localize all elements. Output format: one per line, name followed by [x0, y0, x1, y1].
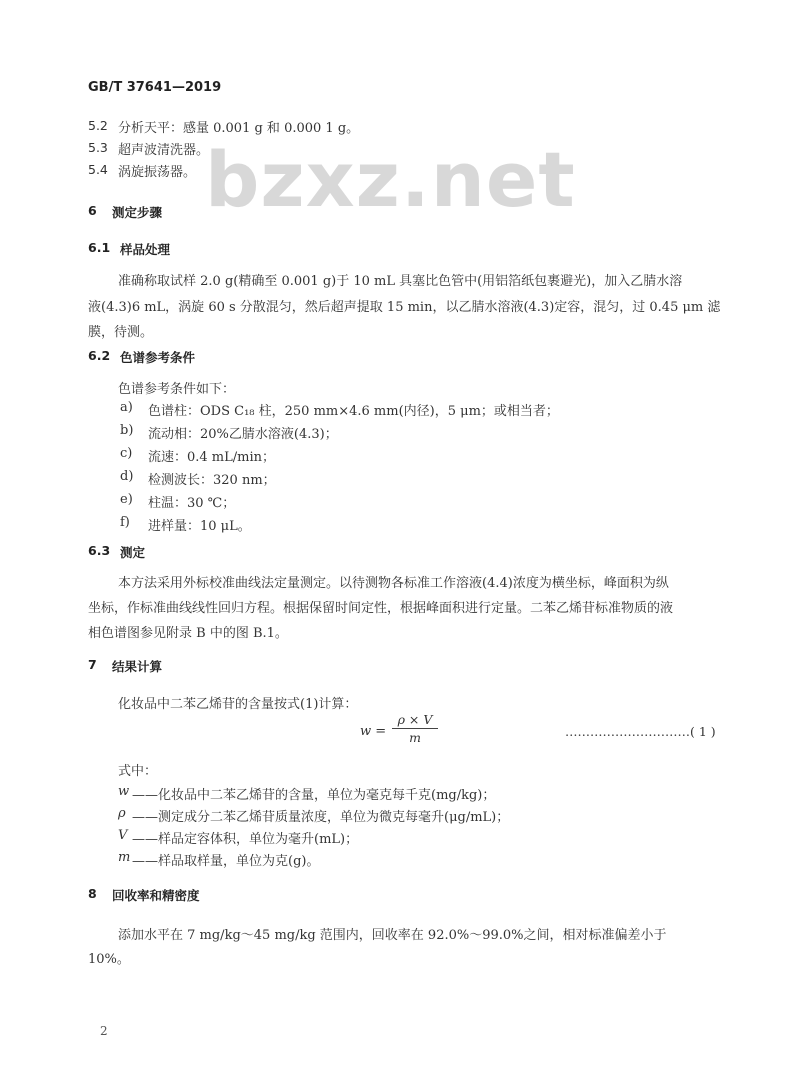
def-v-text: ——样品定容体积，单位为毫升(mL)；	[132, 832, 359, 847]
paragraph-6-3-line-2: 坐标，作标准曲线线性回归方程。根据保留时间定性，根据峰面积进行定量。二苯乙烯苷标准物质的液	[88, 601, 674, 616]
formula-denominator: m	[409, 730, 421, 745]
section-6-3-title: 测定	[120, 545, 146, 560]
section-7-title: 结果计算	[112, 659, 163, 674]
section-6-1-title: 样品处理	[120, 242, 171, 257]
item-5-3-text: 超声波清洗器。	[118, 143, 210, 158]
condition-c-text: 流速：0.4 mL/min；	[148, 450, 276, 465]
fraction-bar	[392, 728, 438, 729]
item-5-4-number: 5.4	[88, 162, 108, 177]
section-6-2-title: 色谱参考条件	[120, 350, 196, 365]
def-v-symbol: V	[118, 828, 128, 843]
condition-a-label: a)	[120, 400, 133, 415]
section-7-number: 7	[88, 657, 97, 672]
section-6-1-number: 6.1	[88, 240, 111, 255]
item-5-2-number: 5.2	[88, 118, 108, 133]
standard-code: GB/T 37641—2019	[88, 80, 222, 95]
condition-d-label: d)	[120, 469, 134, 484]
condition-e-text: 柱温：30 ℃；	[148, 496, 236, 511]
section-8-number: 8	[88, 886, 97, 901]
condition-c-label: c)	[120, 446, 133, 461]
condition-b-label: b)	[120, 423, 134, 438]
paragraph-8-line-2: 10%。	[88, 952, 130, 967]
condition-b-text: 流动相：20%乙腈水溶液(4.3)；	[148, 427, 338, 442]
def-w-symbol: w	[118, 784, 130, 799]
def-w-text: ——化妆品中二苯乙烯苷的含量，单位为毫克每千克(mg/kg)；	[132, 788, 496, 803]
section-6-2-number: 6.2	[88, 348, 111, 363]
item-5-2-text: 分析天平：感量 0.001 g 和 0.000 1 g。	[118, 121, 360, 136]
formula-lhs: w =	[360, 724, 387, 739]
def-rho-text: ——测定成分二苯乙烯苷质量浓度，单位为微克每毫升(μg/mL)；	[132, 810, 510, 825]
paragraph-8-line-1: 添加水平在 7 mg/kg～45 mg/kg 范围内，回收率在 92.0%～99.0%之间，相对标准偏差小于	[118, 928, 667, 943]
condition-a-text: 色谱柱：ODS C₁₈ 柱，250 mm×4.6 mm(内径)，5 μm；或相当者；	[148, 404, 559, 419]
calculation-intro: 化妆品中二苯乙烯苷的含量按式(1)计算：	[118, 697, 358, 712]
paragraph-6-1-line-1: 准确称取试样 2.0 g(精确至 0.001 g)于 10 mL 具塞比色管中(用铝箔纸包裹避光)，加入乙腈水溶	[118, 274, 683, 289]
condition-e-label: e)	[120, 492, 133, 507]
def-m-text: ——样品取样量，单位为克(g)。	[132, 854, 320, 869]
paragraph-6-3-line-3: 相色谱图参见附录 B 中的图 B.1。	[88, 626, 288, 641]
paragraph-6-1-line-3: 膜，待测。	[88, 325, 154, 340]
section-6-title: 测定步骤	[112, 205, 163, 220]
def-rho-symbol: ρ	[118, 806, 126, 821]
condition-f-label: f)	[120, 515, 130, 530]
equation-number: …………………………( 1 )	[565, 724, 716, 739]
condition-f-text: 进样量：10 μL。	[148, 519, 251, 534]
section-6-number: 6	[88, 203, 97, 218]
paragraph-6-3-line-1: 本方法采用外标校准曲线法定量测定。以待测物各标准工作溶液(4.4)浓度为横坐标，峰面积为纵	[118, 576, 669, 591]
paragraph-6-1-line-2: 液(4.3)6 mL，涡旋 60 s 分散混匀，然后超声提取 15 min，以乙腈水溶液(4.3)定容，混匀，过 0.45 μm 滤	[88, 300, 721, 315]
page-number: 2	[100, 1024, 108, 1038]
formula-numerator: ρ × V	[397, 712, 433, 727]
section-6-3-number: 6.3	[88, 543, 111, 558]
formula-fraction	[390, 712, 440, 745]
def-m-symbol: m	[118, 850, 131, 865]
watermark: bzxz.net	[205, 135, 576, 224]
condition-d-text: 检测波长：320 nm；	[148, 473, 276, 488]
item-5-4-text: 涡旋振荡器。	[118, 165, 197, 180]
where-label: 式中：	[118, 764, 158, 779]
conditions-intro: 色谱参考条件如下：	[118, 382, 236, 397]
item-5-3-number: 5.3	[88, 140, 108, 155]
section-8-title: 回收率和精密度	[112, 888, 200, 903]
